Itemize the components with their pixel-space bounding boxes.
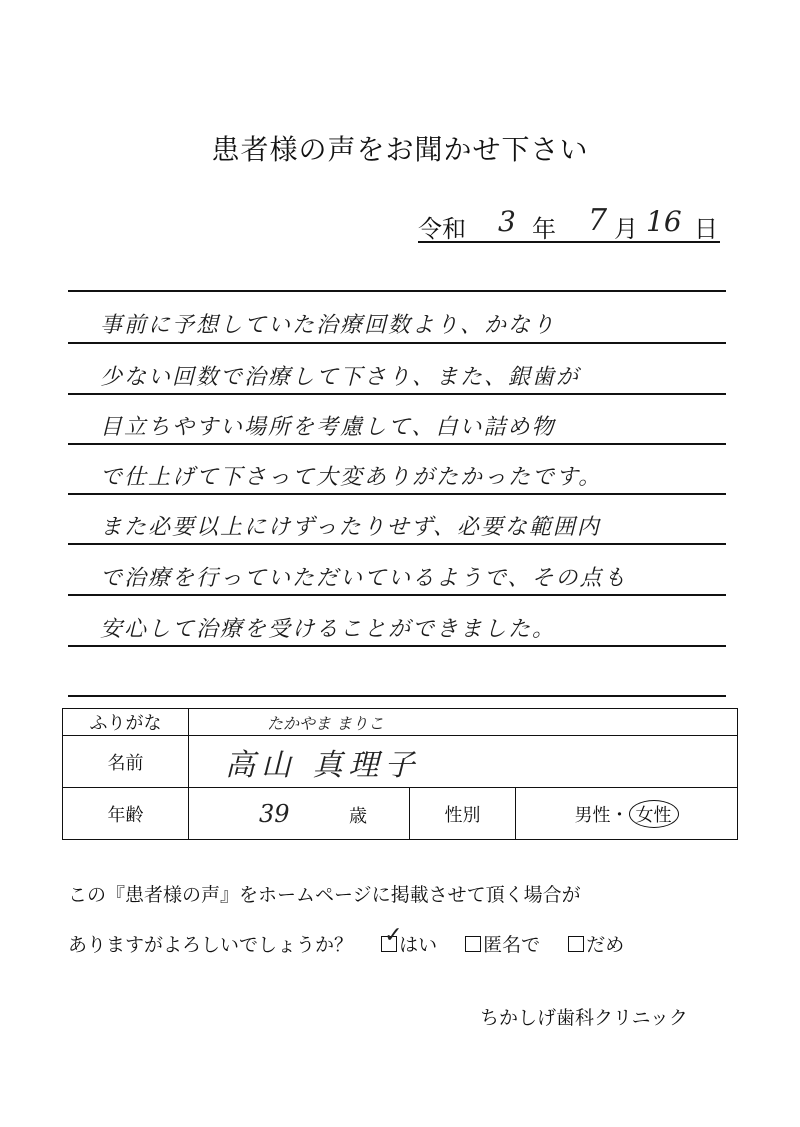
gender-label: 性別	[410, 788, 516, 840]
consent-question-row	[68, 923, 625, 957]
name-value: 高山 真理子	[189, 736, 738, 788]
comment-line-1: 事前に予想していた治療回数より、かなり	[100, 313, 557, 338]
ruled-line	[68, 695, 726, 697]
option-yes[interactable]	[381, 923, 443, 956]
option-yes-label: はい	[399, 934, 438, 956]
date-era: 令和	[418, 215, 466, 243]
checkbox-checked[interactable]	[381, 923, 403, 952]
option-anonymous-label: 匿名で	[483, 934, 541, 956]
age-cell	[189, 788, 410, 840]
patient-info-table	[62, 708, 738, 840]
gender-male: 男性	[574, 804, 611, 826]
ruled-line	[68, 594, 726, 596]
age-label: 年齢	[63, 788, 189, 840]
gender-cell	[516, 788, 738, 840]
date-month: 7	[588, 203, 608, 238]
comment-line-6: で治療を行っていただいているようで、その点も	[100, 566, 628, 591]
date-day-suffix: 日	[694, 215, 718, 243]
date-year-suffix: 年	[532, 215, 556, 243]
ruled-line	[68, 645, 726, 647]
option-no[interactable]	[568, 934, 624, 956]
ruled-line	[68, 393, 726, 395]
name-label: 名前	[63, 736, 189, 788]
date-year: 3	[498, 205, 516, 238]
page-title: 患者様の声をお聞かせ下さい	[211, 133, 589, 166]
furigana-value: たかやま まりこ	[189, 709, 738, 736]
consent-question-line2: ありますがよろしいでしょうか？	[68, 934, 354, 956]
date-field	[418, 205, 720, 243]
comment-line-3: 目立ちやすい場所を考慮して、白い詰め物	[100, 415, 556, 440]
checkbox-unchecked[interactable]	[465, 936, 481, 952]
furigana-label: ふりがな	[63, 709, 189, 736]
ruled-line	[68, 543, 726, 545]
consent-question-line1: この『患者様の声』をホームページに掲載させて頂く場合が	[68, 884, 581, 906]
clinic-name: ちかしげ歯科クリニック	[480, 1007, 688, 1029]
age-unit: 歳	[349, 806, 367, 827]
date-day: 16	[646, 205, 682, 238]
checkbox-unchecked[interactable]	[568, 936, 584, 952]
comment-line-7: 安心して治療を受けることができました。	[100, 617, 557, 642]
gender-separator: ・	[610, 804, 629, 826]
option-no-label: だめ	[586, 934, 625, 956]
date-month-suffix: 月	[614, 215, 638, 243]
option-anonymous[interactable]	[465, 934, 546, 956]
age-value: 39	[259, 800, 290, 828]
comment-line-5: また必要以上にけずったりせず、必要な範囲内	[100, 515, 601, 540]
ruled-line	[68, 443, 726, 445]
ruled-line	[68, 493, 726, 495]
gender-female-selected: 女性	[629, 800, 679, 828]
ruled-line	[68, 342, 726, 344]
comment-line-4: で仕上げて下さって大変ありがたかったです。	[100, 465, 603, 490]
comment-line-2: 少ない回数で治療して下さり、また、銀歯が	[100, 365, 581, 390]
ruled-line	[68, 290, 726, 292]
check-mark-icon: ✓	[384, 923, 403, 948]
